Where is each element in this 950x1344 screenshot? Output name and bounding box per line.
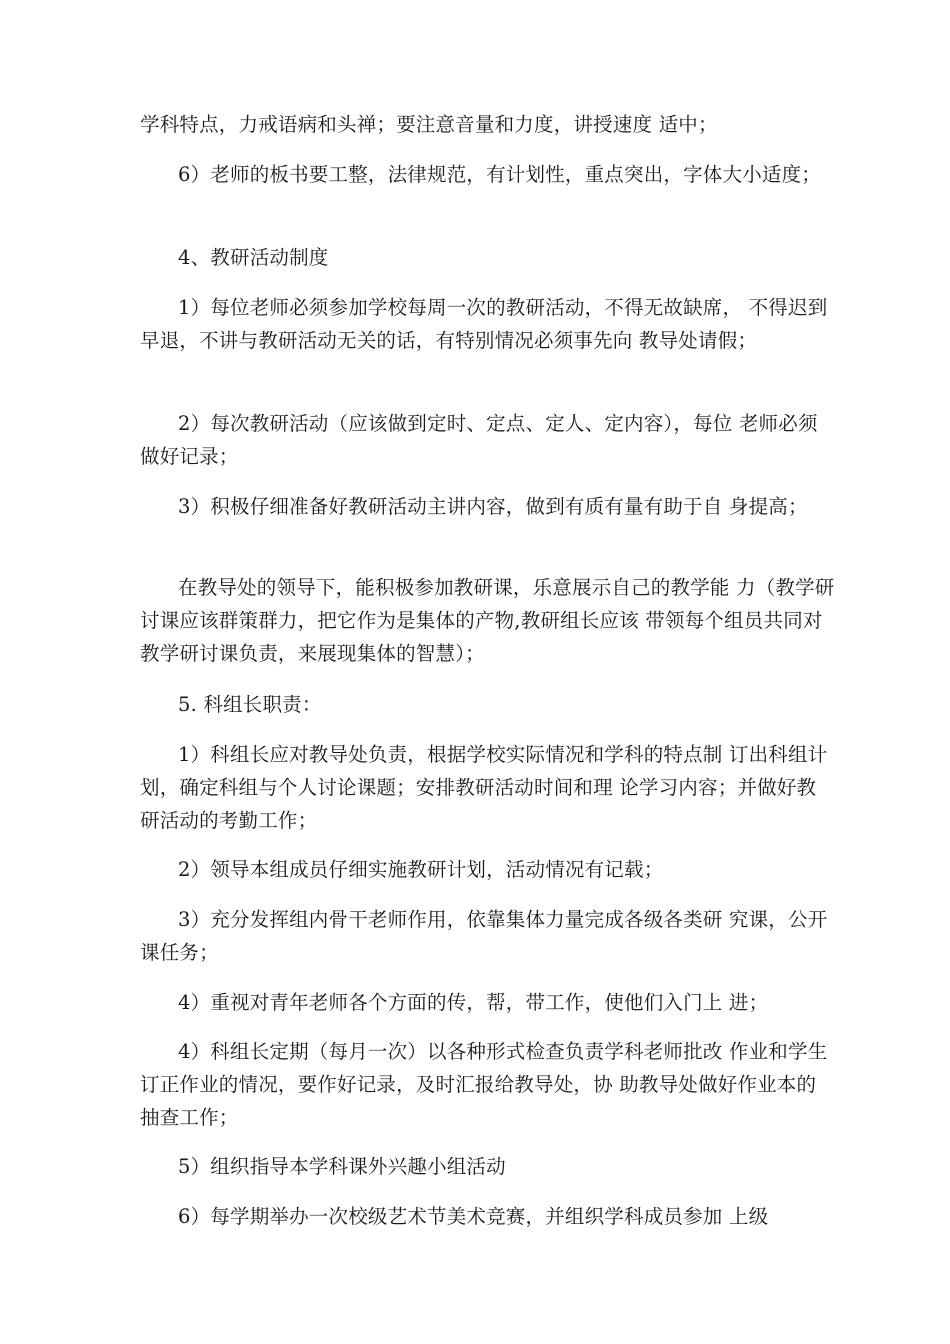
paragraph-item: 3）积极仔细准备好教研活动主讲内容，做到有质有量有助于自 身提高； bbox=[178, 495, 808, 518]
section-heading: 4、教研活动制度 bbox=[178, 246, 329, 269]
paragraph-item: 5）组织指导本学科课外兴趣小组活动 bbox=[178, 1155, 506, 1178]
paragraph-item: 在教导处的领导下，能积极参加教研课，乐意展示自己的教学能 力（教学研讨课应该群策群力，把它作为是集体的产物,教研组长应该 带领每个组员共同对教学研讨课负责，来展现集体的智慧）； bbox=[140, 576, 835, 665]
paragraph-continuation: 学科特点，力戒语病和头禅；要注意音量和力度，讲授速度 适中； bbox=[140, 113, 718, 136]
paragraph-item: 6）每学期举办一次校级艺术节美术竞赛，并组织学科成员参加 上级 bbox=[178, 1205, 769, 1228]
paragraph-item: 3）充分发挥组内骨干老师作用，依靠集体力量完成各级各类研 究课，公开课任务； bbox=[140, 908, 828, 964]
paragraph-item: 4）重视对青年老师各个方面的传，帮，带工作，使他们入门上 进； bbox=[178, 991, 769, 1014]
paragraph-item: 1）每位老师必须参加学校每周一次的教研活动，不得无故缺席， 不得迟到早退，不讲与教研活动无关的话，有特别情况必须事先向 教导处请假； bbox=[140, 296, 828, 352]
paragraph-item: 1）科组长应对教导处负责，根据学校实际情况和学科的特点制 订出科组计划，确定科组与个人讨论课题；安排教研活动时间和理 论学习内容；并做好教研活动的考勤工作； bbox=[140, 743, 828, 832]
paragraph-item: 6）老师的板书要工整，法律规范，有计划性，重点突出，字体大小适度； bbox=[178, 163, 822, 186]
paragraph-item: 2）每次教研活动（应该做到定时、定点、定人、定内容），每位 老师必须做好记录； bbox=[140, 412, 818, 468]
paragraph-item: 2）领导本组成员仔细实施教研计划，活动情况有记载； bbox=[178, 858, 664, 881]
section-heading: 5. 科组长职责： bbox=[178, 693, 322, 716]
paragraph-item: 4）科组长定期（每月一次）以各种形式检查负责学科老师批改 作业和学生订正作业的情况，要作好记录，及时汇报给教导处，协 助教导处做好作业本的抽查工作； bbox=[140, 1040, 828, 1129]
